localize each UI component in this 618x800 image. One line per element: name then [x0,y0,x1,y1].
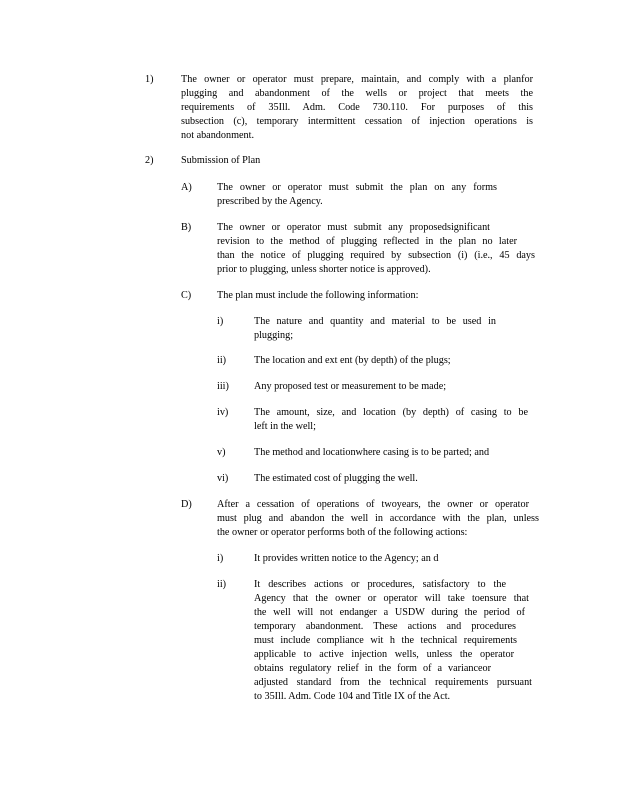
item-2b-text [217,221,535,277]
item-1-text [181,73,533,143]
item-2c-iii-text: Any proposed test or measurement to be made; [254,381,447,392]
item-2-label: 2) [145,155,154,166]
item-2c-iv-label: iv) [217,407,229,418]
item-2c-v-text: The method and locationwhere casing is to be parted; and [254,447,490,458]
item-2c-vi-text: The estimated cost of plugging the well. [254,473,418,484]
item-2c-i-line: The nature and quantity and material to be used in [254,316,496,327]
item-2c-ii-label: ii) [217,355,227,366]
item-1-line: not abandonment. [181,130,254,141]
item-2d-ii-line: temporary abandonment. These actions and procedures [254,621,516,632]
item-2c-iv-line: The amount, size, and location (by depth) of casing to be [254,407,528,418]
item-2d-i-text: It provides written notice to the Agency; an d [254,553,439,564]
item-1-line: requirements of 35Ill. Adm. Code 730.110. For purposes of this [181,102,533,113]
item-2c-iv-text [254,406,528,434]
item-2d-ii-line: Agency that the owner or operator will take toensure that [254,593,529,604]
item-2d-ii-line: adjusted standard from the technical requirements pursuant [254,677,532,688]
item-2c-v-label: v) [217,447,226,458]
item-2d-ii-line: the well will not endanger a USDW during the period of [254,607,525,618]
item-2c-label: C) [181,290,192,301]
item-2d-label: D) [181,499,192,510]
item-2b-line: revision to the method of plugging reflected in the plan no later [217,236,517,247]
item-2a-text [217,181,497,209]
item-2c-i-line: plugging; [254,330,294,341]
item-2d-ii-line: obtains regulatory relief in the form of a varianceor [254,663,491,674]
item-2b-label: B) [181,222,192,233]
item-1-line: The owner or operator must prepare, maintain, and comply with a planfor [181,74,533,85]
item-1-label: 1) [145,74,154,85]
item-2d-ii-line: must include compliance wit h the technical requirements [254,635,517,646]
item-2c-vi-label: vi) [217,473,229,484]
item-1-line: plugging and abandonment of the wells or project that meets the [181,88,533,99]
item-2b-line: prior to plugging, unless shorter notice is approved). [217,264,431,275]
item-2d-line: must plug and abandon the well in accordance with the plan, unless [217,513,539,524]
item-2c-i-label: i) [217,316,224,327]
item-2c-iv-line: left in the well; [254,421,316,432]
item-2a-label: A) [181,182,192,193]
item-2b-line: than the notice of plugging required by subsection (i) (i.e., 45 days [217,250,535,261]
item-2d-text [217,498,539,540]
item-2d-ii-text [254,578,532,704]
item-2a-line: The owner or operator must submit the plan on any forms [217,182,497,193]
item-2d-ii-label: ii) [217,579,227,590]
item-2d-i-label: i) [217,553,224,564]
item-1-line: subsection (c), temporary intermittent cessation of injection operations is [181,116,533,127]
item-2d-ii-line: to 35Ill. Adm. Code 104 and Title IX of the Act. [254,691,451,702]
item-2d-ii-line: applicable to active injection wells, unless the operator [254,649,514,660]
item-2d-ii-line: It describes actions or procedures, satisfactory to the [254,579,506,590]
item-2c-i-text [254,315,496,343]
item-2d-line: the owner or operator performs both of the following actions: [217,527,468,538]
item-2c-iii-label: iii) [217,381,229,392]
item-2c-intro: The plan must include the following information: [217,290,419,301]
item-2-title: Submission of Plan [181,155,261,166]
item-2c-ii-text: The location and ext ent (by depth) of the plugs; [254,355,451,366]
item-2a-line: prescribed by the Agency. [217,196,323,207]
item-2d-line: After a cessation of operations of twoyears, the owner or operator [217,499,529,510]
item-2b-line: The owner or operator must submit any proposedsignificant [217,222,490,233]
